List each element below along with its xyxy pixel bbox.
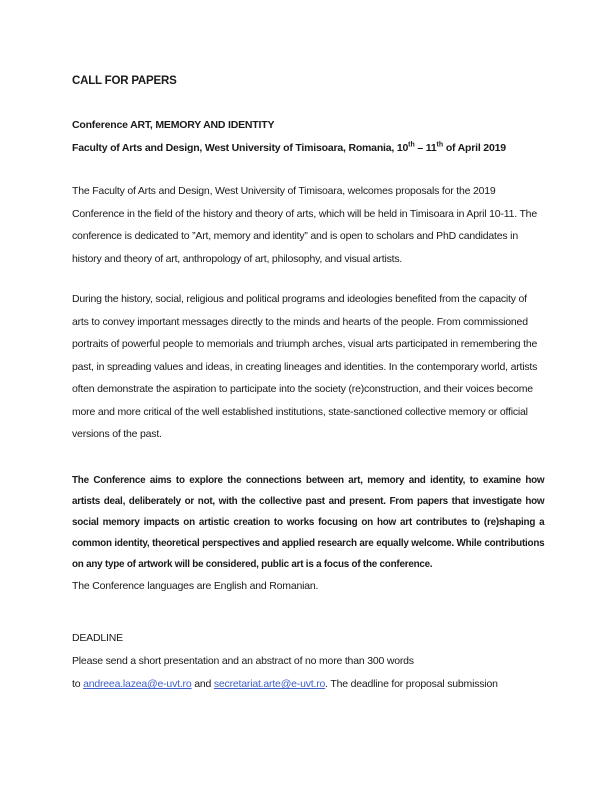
- deadline-line2-mid: and: [191, 678, 214, 690]
- aims-paragraph: The Conference aims to explore the connections between art, memory and identity, to examine how artists deal, deliberately or not, with the collective past and present. From papers that investigate how social memory impacts on artistic creation to works focusing on how art contributes to (re)shaping a common identity, theoretical perspectives and applied research are equally welcome. While contributions on any type of artwork will be considered, public art is a focus of the conference.: [72, 473, 545, 570]
- deadline-line2-prefix: to: [72, 678, 84, 690]
- deadline-section: [72, 627, 544, 696]
- ordinal-suffix: th: [436, 141, 444, 149]
- document-title: CALL FOR PAPERS: [72, 75, 177, 87]
- venue-date-mid: – 11: [414, 142, 437, 154]
- deadline-instructions: Please send a short presentation and an abstract of no more than 300 words: [72, 655, 414, 667]
- conference-venue-date: [72, 137, 544, 160]
- context-paragraph: During the history, social, religious and political programs and ideologies benefited from the capacity of arts to convey important messages directly to the minds and hearts of the people. From commissioned portraits of powerful people to memorials and triumph arches, visual arts participated in remembering the past, in spreading values and ideas, in creating lineages and identities. In the contemporary world, artists often demonstrate the aspiration to participate into the society (re)construction, and their voices become more and more critical of the well established institutions, state-sanctioned collective memory or official versions of the past.: [72, 293, 538, 440]
- deadline-line2-suffix: . The deadline for proposal submission: [325, 678, 498, 690]
- languages-line: The Conference languages are English and Romanian.: [72, 579, 319, 592]
- deadline-emails-line: [72, 673, 544, 696]
- ordinal-suffix: th: [408, 141, 415, 149]
- conference-heading: [72, 114, 544, 160]
- intro-paragraph: The Faculty of Arts and Design, West University of Timisoara, welcomes proposals for the 2019 Conference in the field of the history and theory of arts, which will be held in Timisoara in April 10-11. The conference is dedicated to ”Art, memory and identity” and is open to scholars and PhD candidates in history and theory of art, anthropology of art, philosophy, and visual artists.: [72, 185, 537, 265]
- email-link-andreea[interactable]: andreea.lazea@e-uvt.ro: [83, 678, 192, 690]
- email-link-secretariat[interactable]: secretariat.arte@e-uvt.ro: [213, 678, 326, 690]
- venue-date-suffix: of April 2019: [443, 142, 506, 154]
- conference-name: Conference ART, MEMORY AND IDENTITY: [72, 119, 275, 131]
- venue-date-prefix: Faculty of Arts and Design, West University of Timisoara, Romania, 10: [72, 142, 409, 154]
- deadline-heading: DEADLINE: [72, 632, 123, 644]
